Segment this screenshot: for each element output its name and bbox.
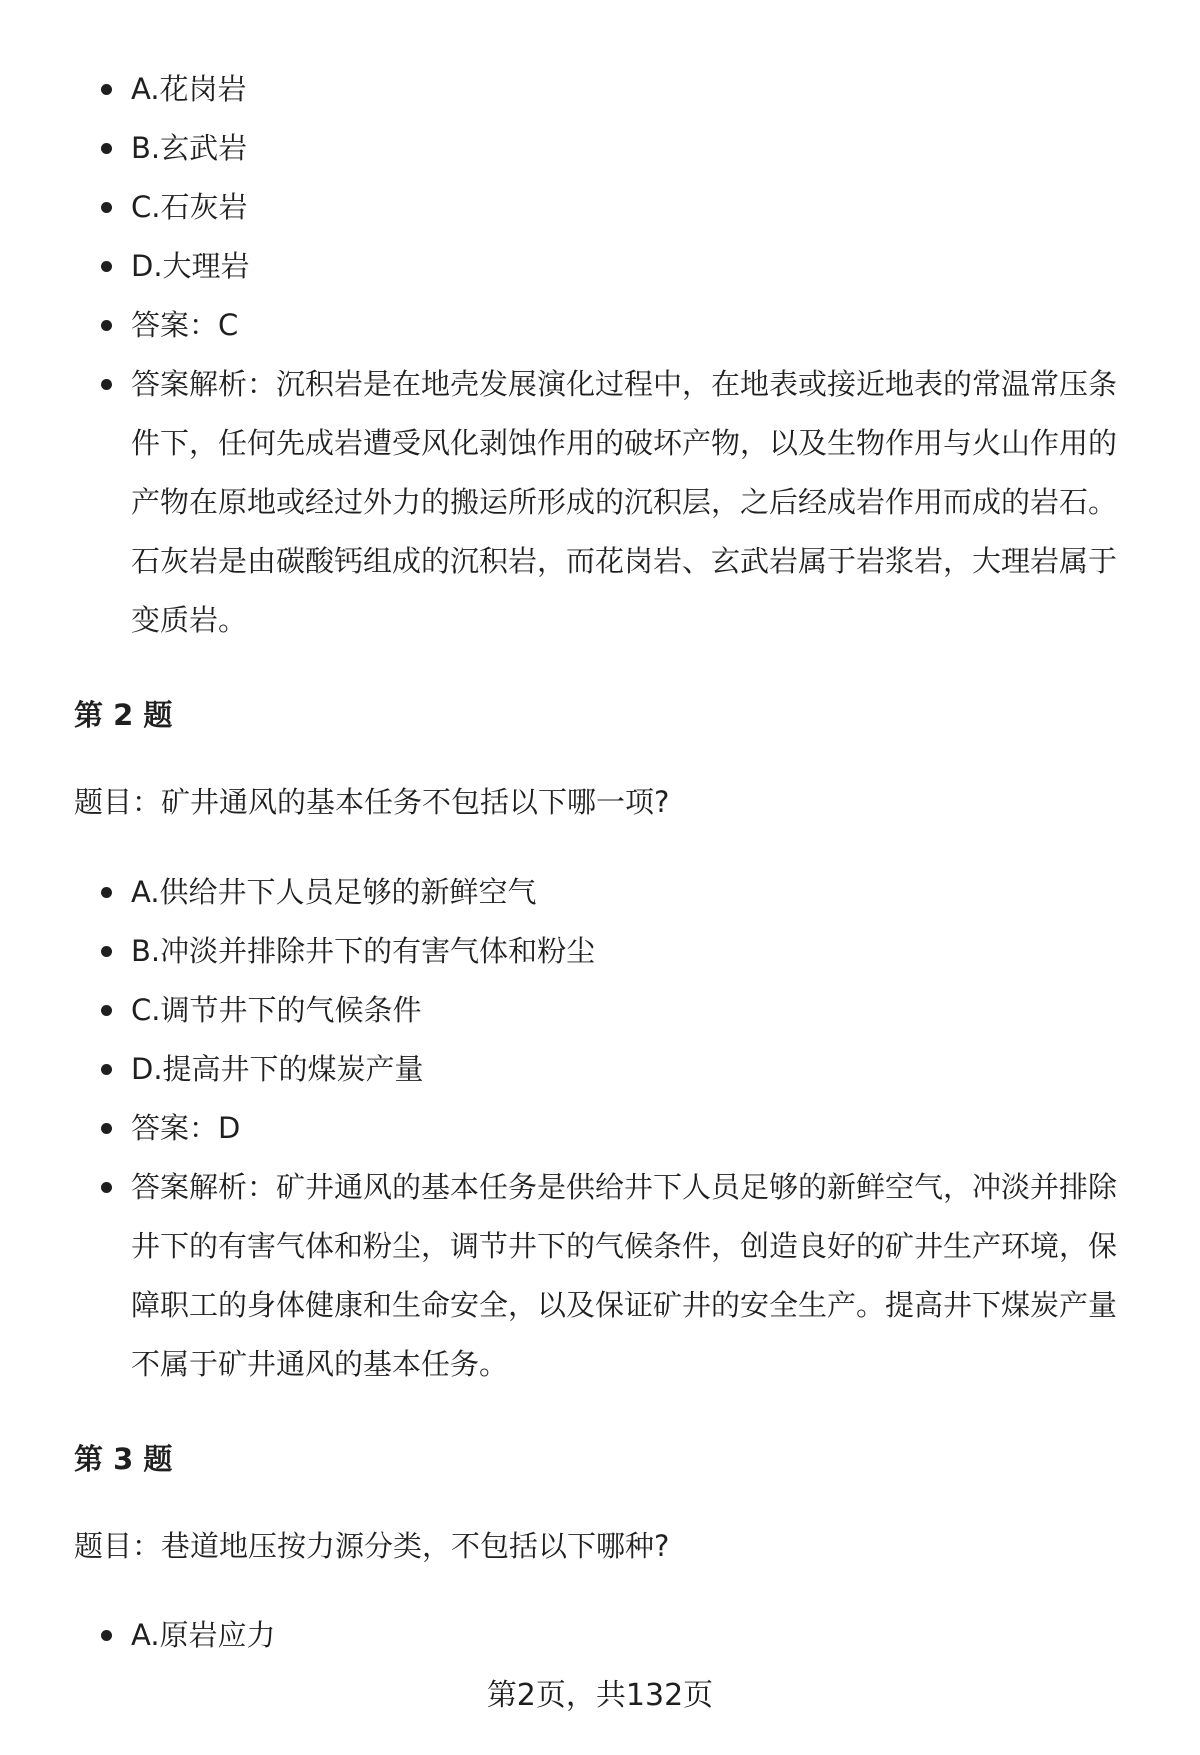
option-b: B.玄武岩 [74, 119, 1149, 178]
question-2-block [74, 863, 1149, 1394]
question-3-heading: 第 3 题 [74, 1442, 173, 1476]
option-d: D.大理岩 [74, 237, 1149, 296]
question-2-heading: 第 2 题 [74, 698, 173, 732]
option-c: C.石灰岩 [74, 178, 1149, 237]
question-1-options [74, 60, 1149, 650]
question-3-options [74, 1606, 1149, 1665]
question-3-block [74, 1606, 1149, 1665]
option-a: A.原岩应力 [74, 1606, 1149, 1665]
answer-explanation: 答案解析：沉积岩是在地壳发展演化过程中，在地表或接近地表的常温常压条件下，任何先成岩遭受风化剥蚀作用的破坏产物，以及生物作用与火山作用的产物在原地或经过外力的搬运所形成的沉积层，之后经成岩作用而成的岩石。石灰岩是由碳酸钙组成的沉积岩，而花岗岩、玄武岩属于岩浆岩，大理岩属于变质岩。 [74, 355, 1149, 650]
answer-explanation: 答案解析：矿井通风的基本任务是供给井下人员足够的新鲜空气，冲淡并排除井下的有害气体和粉尘，调节井下的气候条件，创造良好的矿井生产环境，保障职工的身体健康和生命安全，以及保证矿井的安全生产。提高井下煤炭产量不属于矿井通风的基本任务。 [74, 1158, 1149, 1394]
option-b: B.冲淡并排除井下的有害气体和粉尘 [74, 922, 1149, 981]
answer: 答案：D [74, 1099, 1149, 1158]
question-2-options [74, 863, 1149, 1394]
question-1-block [74, 60, 1149, 650]
question-3-text: 题目：巷道地压按力源分类，不包括以下哪种? [74, 1529, 670, 1563]
page-number: 第2页，共132页 [486, 1678, 714, 1713]
question-2-text: 题目：矿井通风的基本任务不包括以下哪一项? [74, 785, 670, 819]
option-a: A.供给井下人员足够的新鲜空气 [74, 863, 1149, 922]
option-a: A.花岗岩 [74, 60, 1149, 119]
answer: 答案：C [74, 296, 1149, 355]
option-d: D.提高井下的煤炭产量 [74, 1040, 1149, 1099]
option-c: C.调节井下的气候条件 [74, 981, 1149, 1040]
